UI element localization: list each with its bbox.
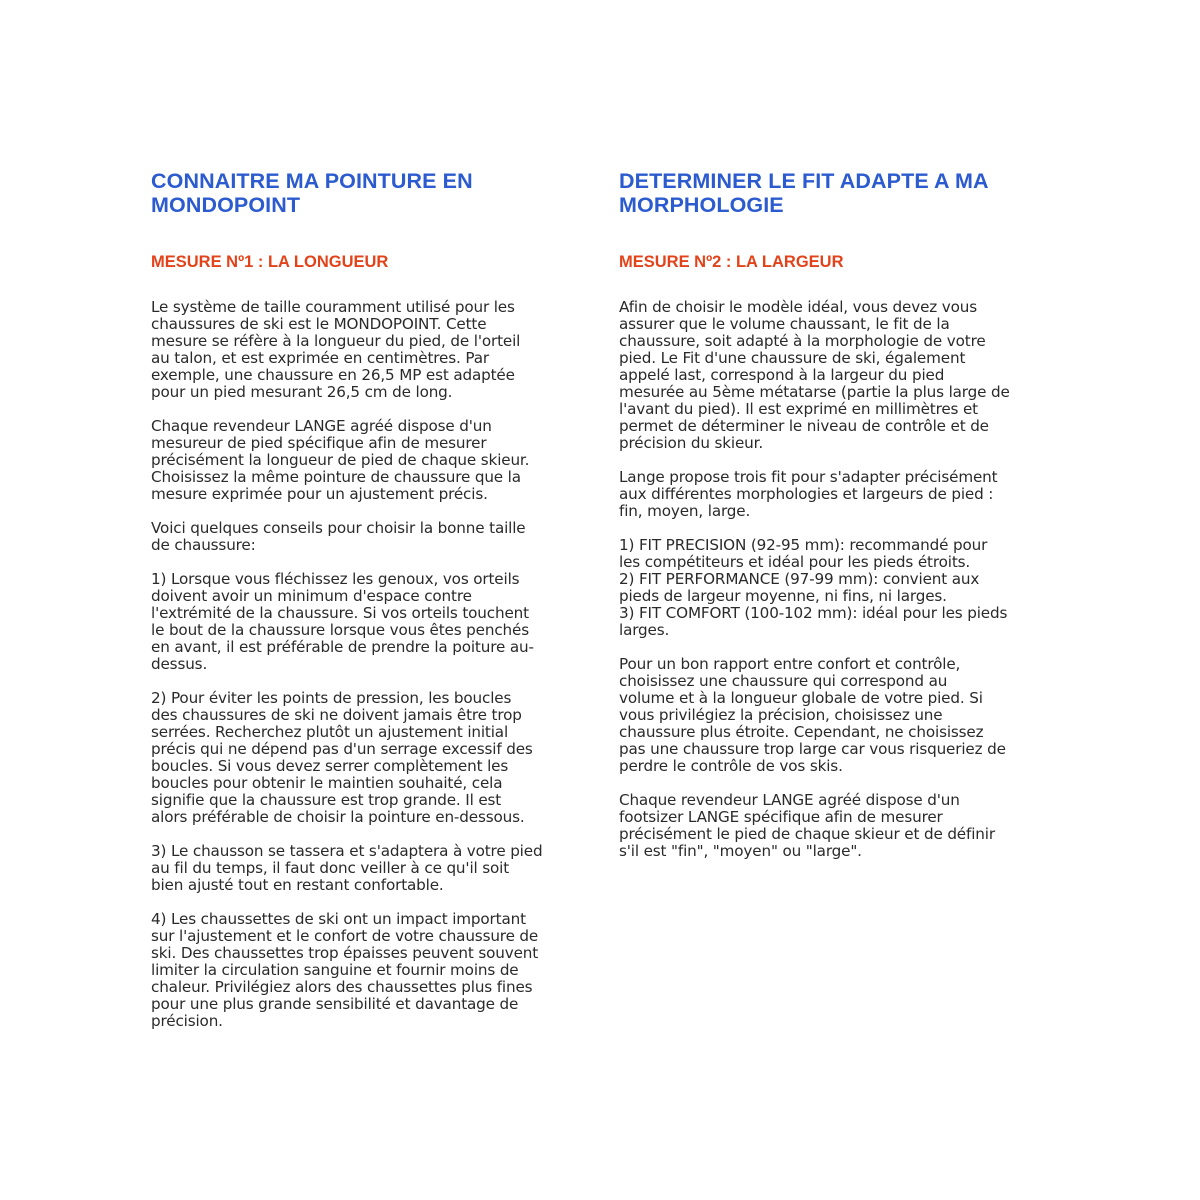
paragraph: 2) Pour éviter les points de pression, les boucles des chaussures de ski ne doivent jamais être trop serrées. Recherchez plutôt un ajustement initial précis qui ne dépend pas d'un serrage excessif des boucles. Si vous devez serrer complètement les boucles pour obtenir le maintien souhaité, cela signifie que la chaussure est trop grande. Il est alors préférable de choisir la pointure en-dessous. — [151, 689, 533, 826]
paragraph: Chaque revendeur LANGE agréé dispose d'un footsizer LANGE spécifique afin de mesurer précisément le pied de chaque skieur et de définir s'il est "fin", "moyen" ou "large". — [619, 791, 995, 860]
paragraph: 1) FIT PRECISION (92-95 mm): recommandé pour les compétiteurs et idéal pour les pieds étroits. 2) FIT PERFORMANCE (97-99 mm): convient aux pieds de largeur moyenne, ni fins, ni larges. 3) FIT COMFORT (100-102 mm): idéal pour les pieds larges. — [619, 536, 1008, 639]
right-column — [619, 169, 1059, 877]
paragraph: Le système de taille couramment utilisé pour les chaussures de ski est le MONDOPOINT. Cette mesure se réfère à la longueur du pied, de l'orteil au talon, et est exprimée en centimètres. Par exemple, une chaussure en 26,5 MP est adaptée pour un pied mesurant 26,5 cm de long. — [151, 298, 521, 401]
paragraph: Chaque revendeur LANGE agréé dispose d'un mesureur de pied spécifique afin de mesurer précisément la longueur de pied de chaque skieur. Choisissez la même pointure de chaussure que la mesure exprimée pour un ajustement précis. — [151, 417, 530, 503]
measure-title-width: MESURE Nº2 : LA LARGEUR — [619, 253, 844, 271]
paragraph: 1) Lorsque vous fléchissez les genoux, vos orteils doivent avoir un minimum d'espace contre l'extrémité de la chaussure. Si vos orteils touchent le bout de la chaussure lorsque vous êtes penchés en avant, il est préférable de prendre la poiture au- dessus. — [151, 570, 534, 673]
left-body — [151, 299, 588, 1030]
paragraph: 4) Les chaussettes de ski ont un impact important sur l'ajustement et le confort de votre chaussure de ski. Des chaussettes trop épaisses peuvent souvent limiter la circulation sanguine et fournir moins de chaleur. Privilégiez alors des chaussettes plus fines pour une plus grande sensibilité et davantage de précision. — [151, 910, 539, 1030]
paragraph: Pour un bon rapport entre confort et contrôle, choisissez une chaussure qui correspond au volume et à la longueur globale de votre pied. Si vous privilégiez la précision, choisissez une chaussure plus étroite. Cependant, ne choisissez pas une chaussure trop large car vous risqueriez de perdre le contrôle de vos skis. — [619, 655, 1006, 775]
left-column — [151, 169, 588, 1047]
measure-title-length: MESURE Nº1 : LA LONGUEUR — [151, 253, 389, 271]
paragraph: 3) Le chausson se tassera et s'adaptera à votre pied au fil du temps, il faut donc veiller à ce qu'il soit bien ajusté tout en restant confortable. — [151, 842, 543, 894]
paragraph: Afin de choisir le modèle idéal, vous devez vous assurer que le volume chaussant, le fit de la chaussure, soit adapté à la morphologie de votre pied. Le Fit d'une chaussure de ski, également appelé last, correspond à la largeur du pied mesurée au 5ème métatarse (partie la plus large de l'avant du pied). Il est exprimé en millimètres et permet de déterminer le niveau de contrôle et de précision du skieur. — [619, 298, 1010, 452]
right-body — [619, 299, 1059, 860]
paragraph: Voici quelques conseils pour choisir la bonne taille de chaussure: — [151, 519, 526, 554]
paragraph: Lange propose trois fit pour s'adapter précisément aux différentes morphologies et largeurs de pied : fin, moyen, large. — [619, 468, 998, 520]
section-title-mondopoint: CONNAITRE MA POINTURE EN MONDOPOINT — [151, 169, 473, 217]
section-title-fit: DETERMINER LE FIT ADAPTE A MA MORPHOLOGIE — [619, 169, 988, 217]
